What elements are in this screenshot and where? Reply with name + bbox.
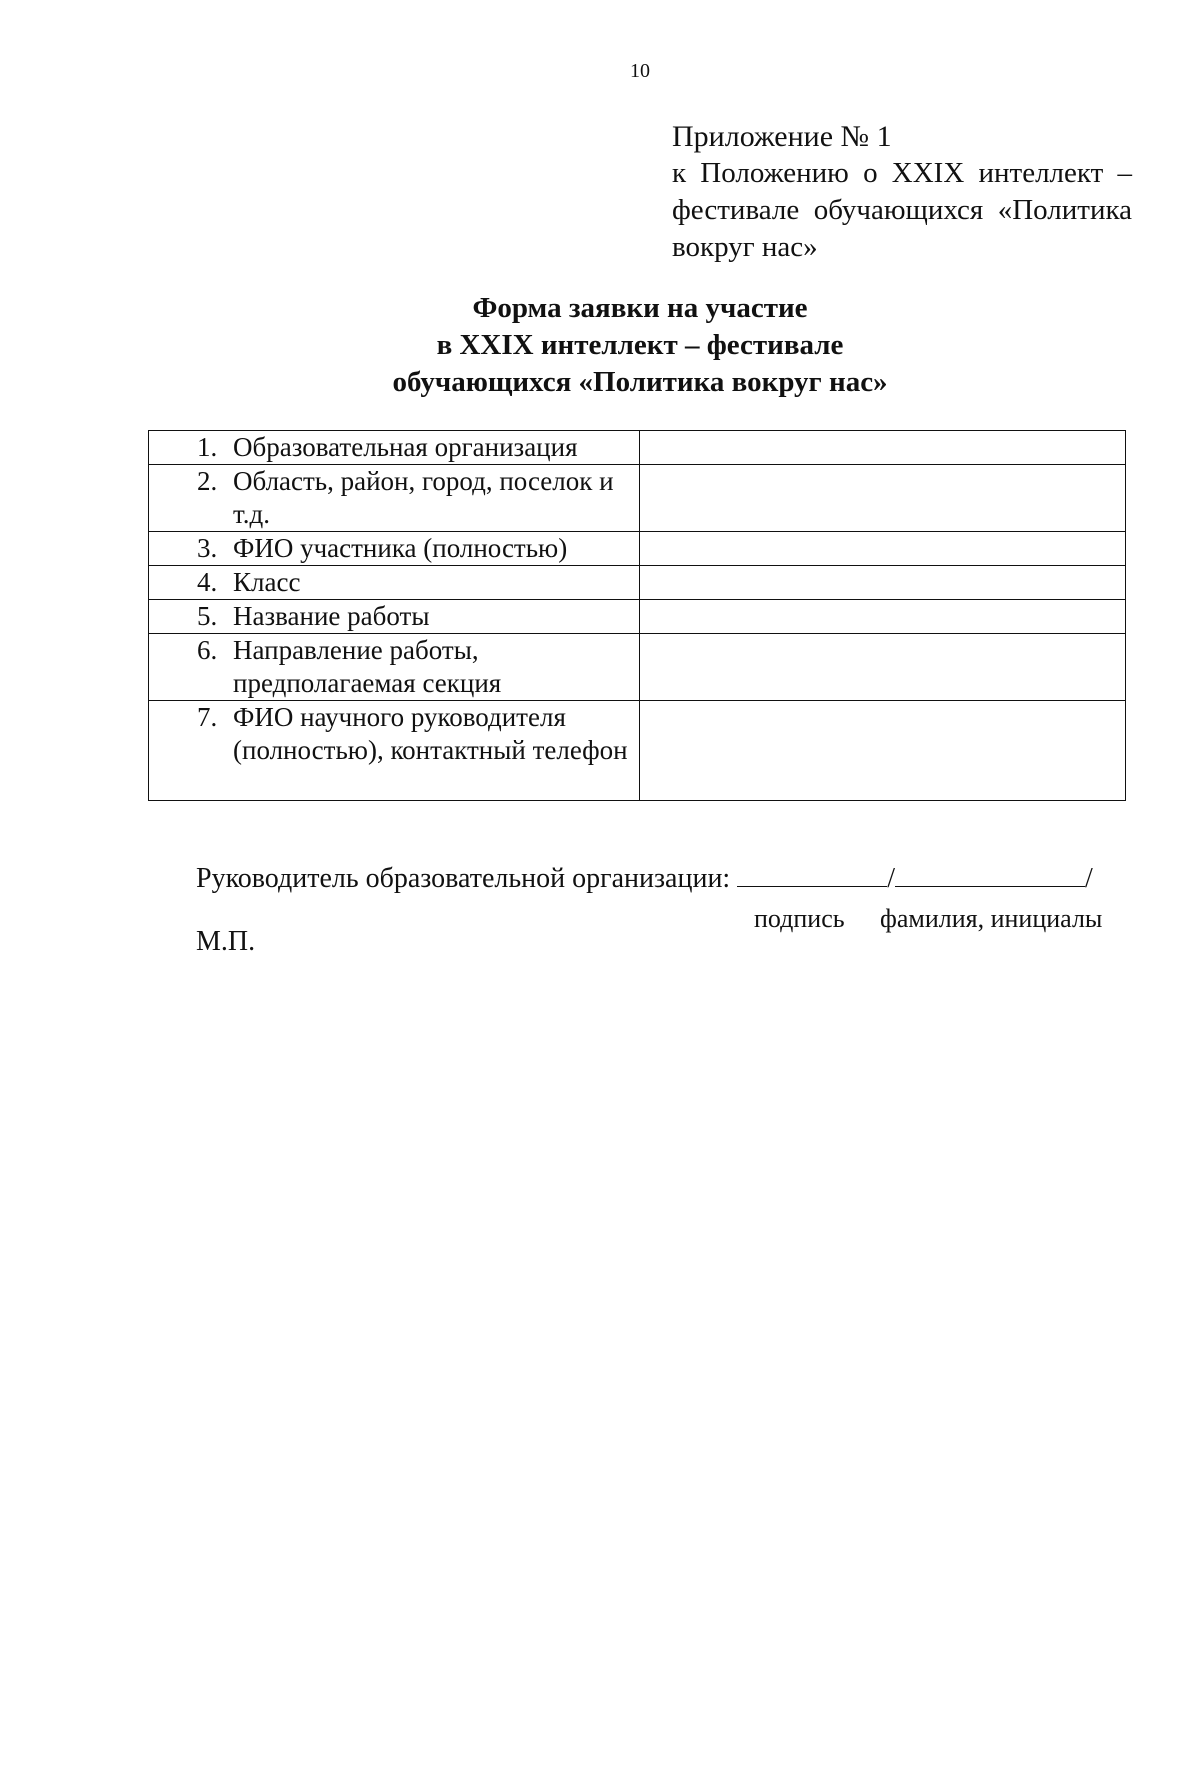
- table-row: [149, 566, 1126, 600]
- row-label-cell: [149, 431, 640, 465]
- signature-slash: /: [887, 863, 895, 894]
- row-number: 2.: [197, 466, 218, 496]
- row-value-field[interactable]: [639, 532, 1125, 566]
- row-label: Направление работы, предполагаемая секция: [233, 635, 502, 698]
- row-value-field[interactable]: [639, 566, 1125, 600]
- row-value-field[interactable]: [639, 600, 1125, 634]
- signature-caption: подпись: [754, 904, 845, 933]
- table-row: [149, 532, 1126, 566]
- row-label: Образовательная организация: [233, 432, 578, 462]
- row-number: 4.: [197, 567, 218, 597]
- row-label-cell: [149, 600, 640, 634]
- table-row: [149, 600, 1126, 634]
- stamp-place-label: М.П.: [196, 926, 256, 957]
- table-row: [149, 634, 1126, 701]
- row-label-cell: [149, 701, 640, 801]
- row-label: Название работы: [233, 601, 430, 631]
- signature-label: Руководитель образовательной организации:: [196, 863, 731, 894]
- row-label: Класс: [233, 567, 301, 597]
- appendix-text: к Положению о XXIX интеллект – фестивале обучающихся «Политика вокруг нас»: [672, 157, 1132, 263]
- row-number: 7.: [197, 702, 218, 732]
- row-label: ФИО участника (полностью): [233, 533, 568, 563]
- row-label: ФИО научного руководителя (полностью), контактный телефон: [233, 702, 628, 765]
- row-number: 3.: [197, 533, 218, 563]
- form-title-line-2: в XXIX интеллект – фестивале: [436, 329, 844, 361]
- row-number: 5.: [197, 601, 218, 631]
- form-title-line-3: обучающихся «Политика вокруг нас»: [392, 366, 888, 398]
- row-value-field[interactable]: [639, 431, 1125, 465]
- row-label-cell: [149, 465, 640, 532]
- application-form-table: [148, 430, 1126, 801]
- name-initials-caption: фамилия, инициалы: [880, 904, 1103, 933]
- row-label-cell: [149, 532, 640, 566]
- row-label: Область, район, город, поселок и т.д.: [233, 466, 614, 529]
- form-title: [330, 290, 950, 401]
- appendix-title: Приложение № 1: [672, 120, 892, 153]
- row-number: 1.: [197, 432, 218, 462]
- row-label-cell: [149, 634, 640, 701]
- signature-blank[interactable]: [737, 860, 887, 887]
- row-value-field[interactable]: [639, 701, 1125, 801]
- appendix-header: [672, 118, 1132, 266]
- row-value-field[interactable]: [639, 634, 1125, 701]
- name-initials-blank[interactable]: [895, 860, 1085, 887]
- row-label-cell: [149, 566, 640, 600]
- form-title-line-1: Форма заявки на участие: [472, 292, 808, 324]
- table-row: [149, 701, 1126, 801]
- row-number: 6.: [197, 635, 218, 665]
- row-value-field[interactable]: [639, 465, 1125, 532]
- page-number: 10: [630, 60, 650, 82]
- signature-line: [196, 860, 1093, 895]
- table-row: [149, 431, 1126, 465]
- name-slash: /: [1085, 863, 1093, 894]
- table-row: [149, 465, 1126, 532]
